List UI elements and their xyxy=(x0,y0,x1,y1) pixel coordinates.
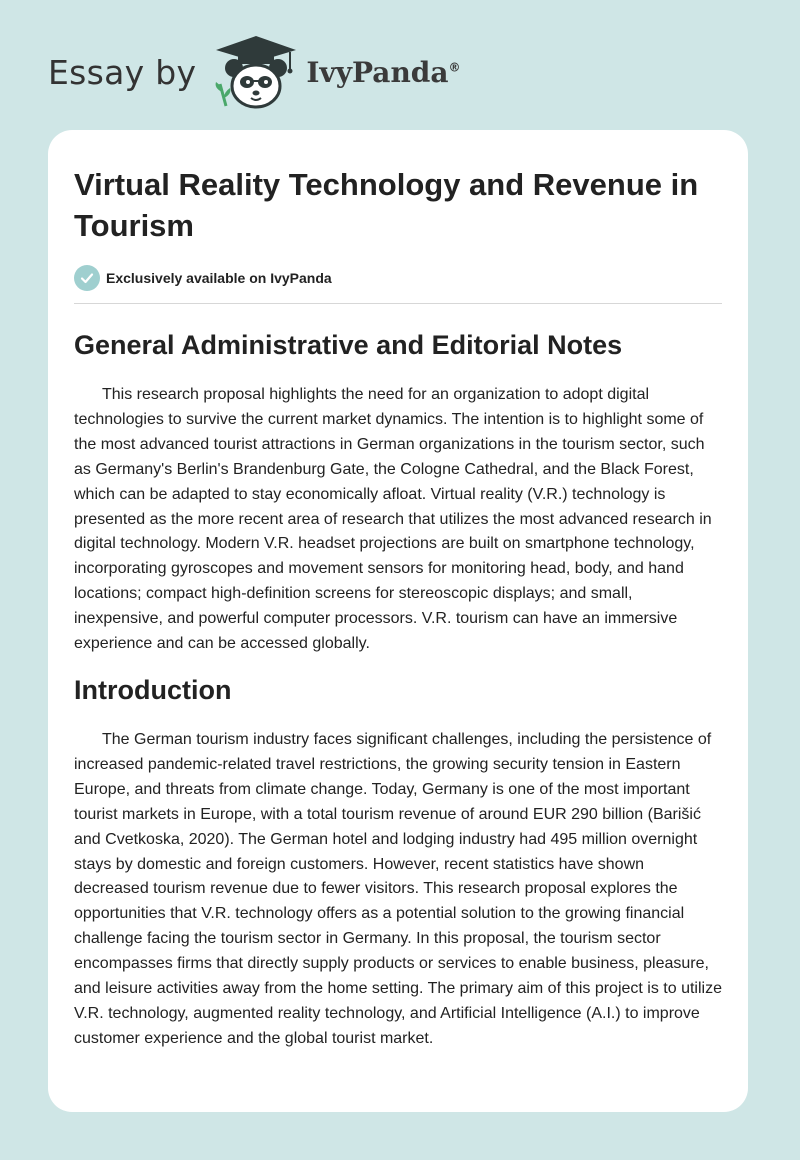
brand-name-text: IvyPanda xyxy=(306,55,449,89)
section-heading: Introduction xyxy=(74,674,232,705)
page-title: Virtual Reality Technology and Revenue in Tourism xyxy=(74,167,699,243)
panda-logo-icon[interactable] xyxy=(210,32,302,112)
exclusive-badge-text: Exclusively available on IvyPanda xyxy=(106,270,332,286)
section-heading: General Administrative and Editorial Notes xyxy=(74,330,623,360)
document-card xyxy=(48,130,748,1112)
exclusive-badge xyxy=(74,265,722,304)
site-header xyxy=(48,32,461,112)
section-editorial-notes xyxy=(74,328,722,657)
brand-name[interactable] xyxy=(306,56,460,89)
brand-prefix: Essay by xyxy=(48,52,197,92)
section-introduction xyxy=(74,673,722,1052)
section-paragraph: This research proposal highlights the need for an organization to adopt digital technologies to survive the current market dynamics. The intention is to highlight some of the most advanced tourist attractions in German organizations in the tourism sector, such as Germany's Berlin's Brandenburg Gate, the Cologne Cathedral, and the Black Forest, which can be adapted to stay economically afloat. Virtual reality (V.R.) technology is presented as the more recent area of research that utilizes the most advanced research in digital technology. Modern V.R. headset projections are built on smartphone technology, incorporating gyroscopes and movement sensors for monitoring head, body, and hand locations; compact high-definition screens for stereoscopic displays; and small, inexpensive, and powerful computer processors. V.R. tourism can have an immersive experience and can be accessed globally. xyxy=(74,386,712,653)
registered-mark: ® xyxy=(448,60,461,75)
section-paragraph: The German tourism industry faces significant challenges, including the persistence of increased pandemic-related travel restrictions, the growing security tension in Eastern Europe, and threats from climate change. Today, Germany is one of the most important tourist markets in Europe, with a total tourism revenue of around EUR 290 billion (Barišić and Cvetkoska, 2020). The German hotel and lodging industry had 495 million overnight stays by domestic and foreign customers. However, recent statistics have shown decreased tourism revenue due to fewer visitors. This research proposal explores the opportunities that V.R. technology offers as a potential solution to the growing financial challenge facing the tourism sector in Germany. In this proposal, the tourism sector encompasses firms that directly supply products or services to enable business, pleasure, and leisure activities away from the home setting. The primary aim of this project is to utilize V.R. technology, augmented reality technology, and Artificial Intelligence (A.I.) to improve customer experience and the global tourist market. xyxy=(74,730,722,1047)
check-circle-icon xyxy=(74,265,100,291)
